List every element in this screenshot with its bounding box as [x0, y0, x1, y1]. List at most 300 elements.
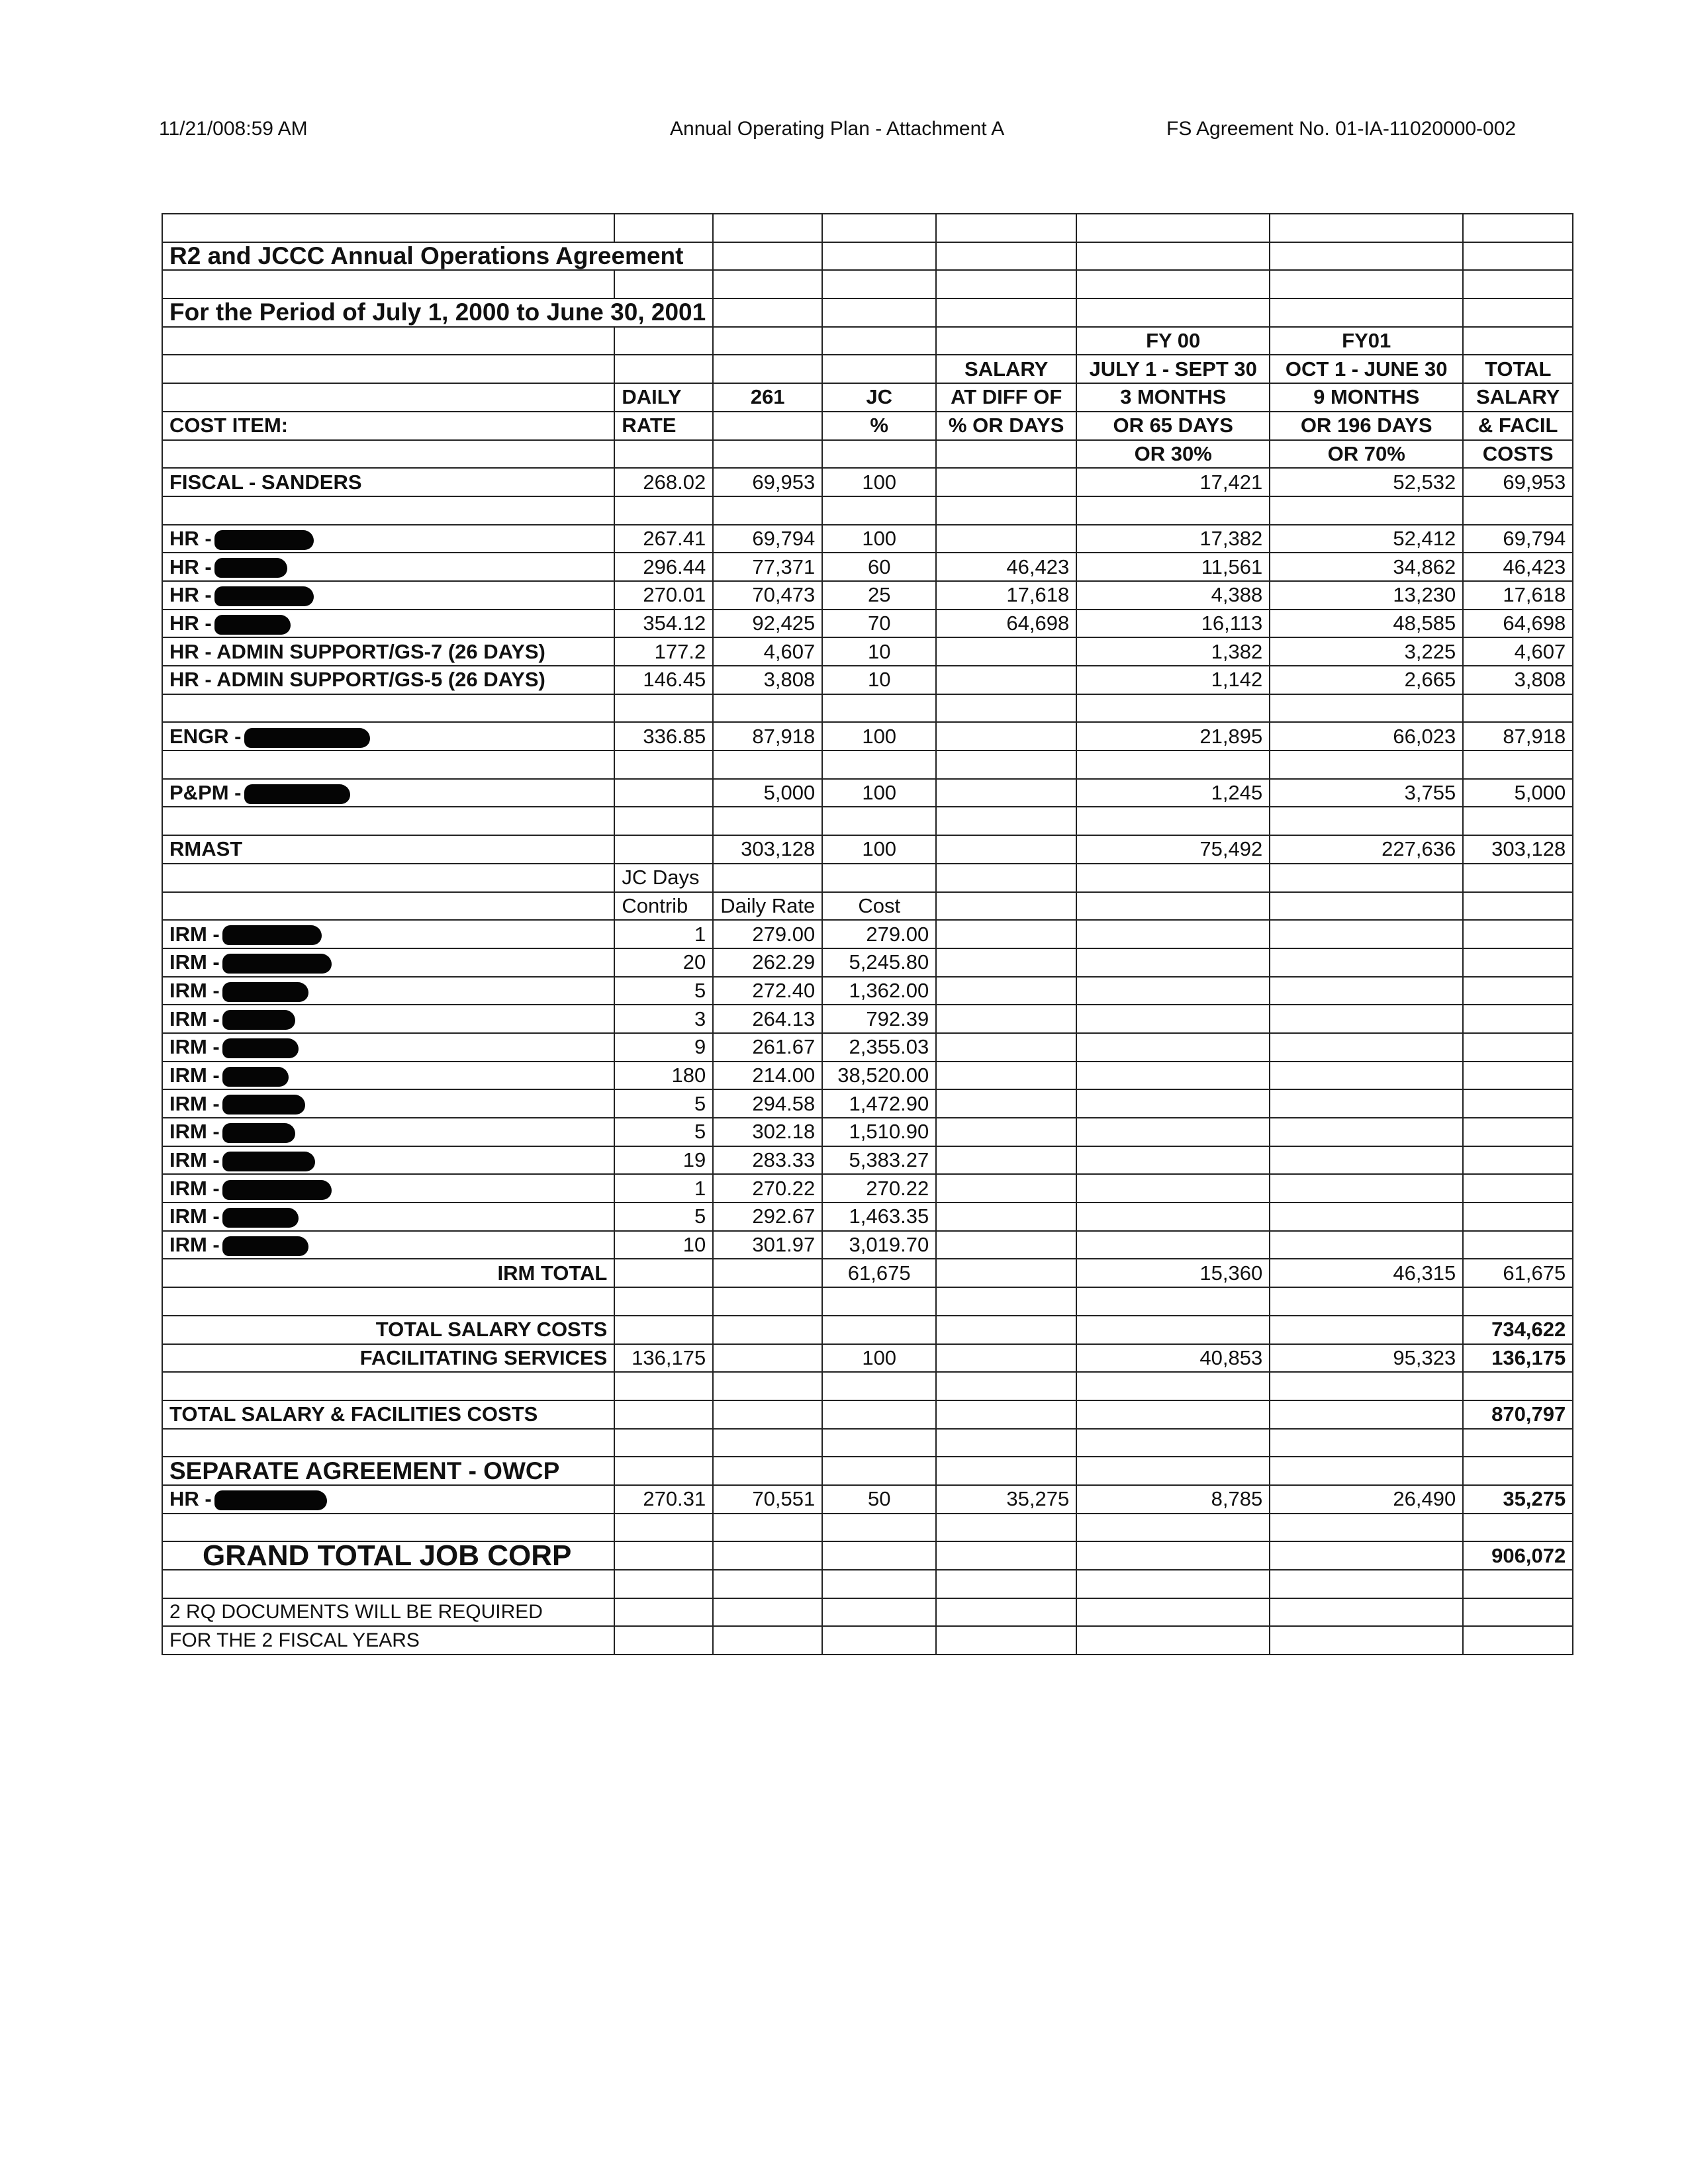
irm-row-cell-1 — [614, 1174, 713, 1203]
irm-row-cell-1 — [614, 1231, 713, 1259]
irm-row-text: 180 — [671, 1063, 706, 1087]
hr-row-label — [162, 553, 614, 581]
header-row-2-cell-5 — [1076, 355, 1270, 383]
blank-row-cell-2 — [713, 496, 822, 525]
blank-row-cell-0 — [162, 694, 614, 723]
rmast-row-cell-1 — [614, 835, 713, 864]
owcp-row-label — [162, 1485, 614, 1514]
rmast-row-cell-4 — [936, 835, 1076, 864]
redaction-mark — [222, 1123, 295, 1143]
blank-row-cell-5 — [1076, 1287, 1270, 1316]
fiscal-row-text: 100 — [862, 470, 897, 494]
blank-row-cell-0 — [162, 270, 614, 298]
engr-row-cell-4 — [936, 722, 1076, 751]
period-row-cell-1 — [713, 298, 822, 327]
header-row-5-cell-3 — [822, 440, 936, 469]
ppm-row-cell-1 — [614, 779, 713, 807]
irm-header-row-2-cell-2 — [713, 892, 822, 921]
header-row-3-text: 261 — [750, 385, 785, 409]
blank-row-cell-1 — [614, 694, 713, 723]
hr-row-cell-5 — [1076, 666, 1270, 694]
header-row-4-cell-2 — [713, 412, 822, 440]
header-row-4-cell-5 — [1076, 412, 1270, 440]
header-row-4-text: RATE — [622, 414, 677, 437]
hr-row-text: 4,388 — [1211, 583, 1263, 607]
facilitating-row-text: 136,175 — [1491, 1345, 1566, 1369]
hr-row-text: 10 — [867, 668, 891, 692]
blank-row-cell-6 — [1270, 270, 1463, 298]
irm-total-row-cell-0 — [162, 1259, 614, 1287]
redaction-mark — [222, 954, 332, 974]
hr-row-text: 10 — [867, 639, 891, 663]
blank-row-cell-2 — [713, 1287, 822, 1316]
irm-row-cell-2 — [713, 1174, 822, 1203]
fiscal-row-label-text: FISCAL - SANDERS — [169, 470, 362, 494]
hr-row-cell-5 — [1076, 637, 1270, 666]
title-row-cell-1 — [713, 242, 822, 271]
blank-row-cell-5 — [1076, 694, 1270, 723]
fiscal-row-cell-1 — [614, 468, 713, 496]
irm-row-cell-7 — [1463, 1146, 1573, 1175]
hr-row-cell-4 — [936, 525, 1076, 553]
redaction-mark — [214, 586, 314, 606]
hr-row-cell-5 — [1076, 610, 1270, 638]
irm-row-cell-3 — [822, 1203, 936, 1231]
note-row-cell-7 — [1463, 1626, 1573, 1655]
redaction-mark — [222, 1067, 289, 1087]
header-row-4-text: % OR DAYS — [948, 414, 1064, 437]
irm-row — [162, 1062, 1573, 1090]
ppm-row — [162, 779, 1573, 807]
period-row-cell-6 — [1463, 298, 1573, 327]
blank-row-cell-7 — [1463, 751, 1573, 779]
owcp-row-cell-7 — [1463, 1485, 1573, 1514]
irm-row-text: 1,463.35 — [849, 1205, 929, 1228]
hr-row-cell-3 — [822, 525, 936, 553]
blank-row-cell-6 — [1270, 1570, 1463, 1598]
irm-row-label — [162, 977, 614, 1005]
owcp-row-text: 70,551 — [752, 1487, 816, 1511]
hr-row-cell-3 — [822, 581, 936, 610]
blank-row-cell-0 — [162, 807, 614, 835]
irm-row-text: 214.00 — [752, 1063, 816, 1087]
engr-row-text: 21,895 — [1199, 724, 1263, 748]
fiscal-row-text: 17,421 — [1199, 470, 1263, 494]
owcp-row-label-text: HR - — [169, 1487, 212, 1511]
sheet-period — [162, 298, 713, 327]
ppm-row-text: 1,245 — [1211, 781, 1263, 805]
title-row-cell-5 — [1270, 242, 1463, 271]
irm-row-cell-7 — [1463, 977, 1573, 1005]
irm-total-row — [162, 1259, 1573, 1287]
hr-row-cell-4 — [936, 666, 1076, 694]
header-row-5-cell-5 — [1076, 440, 1270, 469]
header-row-5-cell-2 — [713, 440, 822, 469]
irm-row-cell-4 — [936, 1146, 1076, 1175]
irm-row-cell-6 — [1270, 977, 1463, 1005]
hr-row-text: 46,423 — [1006, 555, 1070, 578]
redaction-mark — [222, 1236, 308, 1256]
rmast-row-cell-6 — [1270, 835, 1463, 864]
facilitating-row-text: 100 — [862, 1345, 897, 1369]
irm-row-cell-1 — [614, 1089, 713, 1118]
redaction-mark — [214, 615, 291, 635]
ppm-row-text: 5,000 — [763, 781, 816, 805]
irm-row-cell-3 — [822, 1231, 936, 1259]
total-salary-row-cell-6 — [1270, 1316, 1463, 1344]
irm-row-text: 5 — [694, 978, 706, 1002]
hr-row-text: 16,113 — [1201, 611, 1263, 635]
irm-row-text: 261.67 — [752, 1035, 816, 1059]
blank-row-cell-0 — [162, 1514, 614, 1542]
header-row-1-cell-0 — [162, 327, 614, 355]
irm-row-label — [162, 1089, 614, 1118]
owcp-row-text: 26,490 — [1393, 1487, 1456, 1511]
irm-row-text: 38,520.00 — [837, 1063, 929, 1087]
header-row-5-cell-7 — [1463, 440, 1573, 469]
fiscal-row-cell-4 — [936, 468, 1076, 496]
irm-row-cell-7 — [1463, 920, 1573, 948]
irm-row-label — [162, 1033, 614, 1062]
irm-row-cell-4 — [936, 1118, 1076, 1146]
hr-row-text: 17,382 — [1199, 526, 1263, 550]
total-salary-row — [162, 1316, 1573, 1344]
blank-row-cell-6 — [1270, 496, 1463, 525]
fiscal-row-text: 52,532 — [1393, 470, 1456, 494]
facilitating-row-cell-3 — [822, 1344, 936, 1373]
hr-row-cell-5 — [1076, 553, 1270, 581]
blank-row-cell-1 — [614, 1372, 713, 1400]
hr-row-cell-2 — [713, 637, 822, 666]
blank-row-cell-7 — [1463, 214, 1573, 242]
total-salary-row-cell-2 — [713, 1316, 822, 1344]
blank-row-cell-0 — [162, 214, 614, 242]
hr-row-text: 52,412 — [1393, 526, 1456, 550]
header-row-2-text: OCT 1 - JUNE 30 — [1285, 357, 1448, 381]
facilitating-row-text: FACILITATING SERVICES — [359, 1345, 608, 1369]
blank-row-cell-4 — [936, 1372, 1076, 1400]
header-row-5-cell-4 — [936, 440, 1076, 469]
blank-row — [162, 1570, 1573, 1598]
irm-row-cell-3 — [822, 1033, 936, 1062]
hr-row-text: 3,225 — [1404, 639, 1456, 663]
hr-row-cell-7 — [1463, 553, 1573, 581]
grand-total-row-cell-7 — [1463, 1541, 1573, 1570]
header-row-2-cell-1 — [614, 355, 713, 383]
hr-row-cell-2 — [713, 525, 822, 553]
fiscal-row-cell-6 — [1270, 468, 1463, 496]
owcp-row-text: 50 — [867, 1487, 891, 1511]
irm-header-row-2-cell-6 — [1270, 892, 1463, 921]
irm-row — [162, 1005, 1573, 1033]
separate-agreement-row-cell-3 — [822, 1457, 936, 1485]
redaction-mark — [222, 1208, 299, 1228]
hr-row-cell-3 — [822, 666, 936, 694]
total-sal-fac-row-cell-3 — [822, 1400, 936, 1429]
hr-row-cell-1 — [614, 553, 713, 581]
blank-row-cell-5 — [1076, 496, 1270, 525]
grand-total-row-cell-6 — [1270, 1541, 1463, 1570]
irm-header-row-2-cell-4 — [936, 892, 1076, 921]
header-row-5-text: COSTS — [1482, 441, 1554, 465]
blank-row-cell-3 — [822, 694, 936, 723]
header-row-1-cell-3 — [822, 327, 936, 355]
rmast-row-text: 303,128 — [741, 837, 816, 861]
hr-row-text: 70 — [867, 611, 891, 635]
irm-row-cell-1 — [614, 920, 713, 948]
blank-row-cell-4 — [936, 270, 1076, 298]
irm-row-cell-7 — [1463, 1033, 1573, 1062]
document-title: Annual Operating Plan - Attachment A — [670, 118, 1005, 140]
facilitating-row-cell-6 — [1270, 1344, 1463, 1373]
irm-row-label — [162, 948, 614, 977]
hr-row-text: 17,618 — [1503, 583, 1566, 607]
irm-header-row-2-cell-1 — [614, 892, 713, 921]
irm-row-cell-7 — [1463, 1231, 1573, 1259]
redaction-mark — [222, 1010, 295, 1030]
irm-row-cell-6 — [1270, 1203, 1463, 1231]
irm-row-text: 5 — [694, 1120, 706, 1144]
hr-row-cell-6 — [1270, 525, 1463, 553]
header-row-4 — [162, 412, 1573, 440]
header-row-4-text: & FACIL — [1477, 414, 1558, 437]
irm-row-cell-2 — [713, 1033, 822, 1062]
irm-row-text: 264.13 — [752, 1007, 816, 1030]
separate-agreement-row-cell-2 — [713, 1457, 822, 1485]
header-row-3-cell-3 — [822, 383, 936, 412]
hr-row-label-text: HR - — [169, 526, 212, 550]
rmast-row — [162, 835, 1573, 864]
irm-row-text: 10 — [682, 1233, 706, 1257]
hr-row-label-text: HR - ADMIN SUPPORT/GS-5 (26 DAYS) — [169, 668, 545, 692]
blank-row-cell-1 — [614, 1514, 713, 1542]
header-row-3-cell-7 — [1463, 383, 1573, 412]
engr-row-label — [162, 722, 614, 751]
blank-row-cell-1 — [614, 496, 713, 525]
fiscal-row-label — [162, 468, 614, 496]
irm-row-cell-4 — [936, 1231, 1076, 1259]
blank-row-cell-3 — [822, 1372, 936, 1400]
irm-row-text: 5,245.80 — [849, 950, 929, 974]
irm-row-cell-5 — [1076, 977, 1270, 1005]
irm-row-cell-4 — [936, 1203, 1076, 1231]
note-row-cell-3 — [822, 1626, 936, 1655]
owcp-row-cell-6 — [1270, 1485, 1463, 1514]
irm-row-label-text: IRM - — [169, 1007, 220, 1030]
hr-row-text: 48,585 — [1393, 611, 1456, 635]
hr-row-cell-2 — [713, 610, 822, 638]
header-row-2-cell-0 — [162, 355, 614, 383]
irm-row-cell-7 — [1463, 948, 1573, 977]
facilitating-row-cell-1 — [614, 1344, 713, 1373]
rmast-row-text: 75,492 — [1199, 837, 1263, 861]
fiscal-row-text: 268.02 — [643, 470, 706, 494]
total-salary-row-cell-4 — [936, 1316, 1076, 1344]
blank-row-cell-4 — [936, 1514, 1076, 1542]
irm-header-row-1-text: JC Days — [622, 866, 700, 889]
irm-header-row-1-cell-6 — [1270, 864, 1463, 892]
blank-row-cell-7 — [1463, 694, 1573, 723]
hr-row-text: 2,665 — [1404, 668, 1456, 692]
owcp-row-cell-1 — [614, 1485, 713, 1514]
header-row-4-cell-3 — [822, 412, 936, 440]
ppm-row-text: 100 — [862, 781, 897, 805]
grand-total-row-cell-3 — [822, 1541, 936, 1570]
hr-row-cell-4 — [936, 581, 1076, 610]
irm-row-text: 279.00 — [866, 922, 929, 946]
fiscal-row-cell-5 — [1076, 468, 1270, 496]
hr-row-cell-3 — [822, 637, 936, 666]
blank-row — [162, 1429, 1573, 1457]
grand-total-row-text: GRAND TOTAL JOB CORP — [203, 1541, 572, 1570]
owcp-row-text: 35,275 — [1006, 1487, 1070, 1511]
blank-row-cell-1 — [614, 751, 713, 779]
irm-row-cell-7 — [1463, 1005, 1573, 1033]
engr-row-cell-1 — [614, 722, 713, 751]
grand-total-row-cell-0 — [162, 1541, 614, 1570]
header-row-2-text: JULY 1 - SEPT 30 — [1089, 357, 1257, 381]
hr-row-cell-5 — [1076, 581, 1270, 610]
irm-row-label-text: IRM - — [169, 1091, 220, 1115]
hr-row-text: 177.2 — [654, 639, 706, 663]
irm-row-text: 5,383.27 — [849, 1148, 929, 1172]
irm-row-cell-2 — [713, 1146, 822, 1175]
blank-row-cell-1 — [614, 1287, 713, 1316]
blank-row-cell-7 — [1463, 1287, 1573, 1316]
title-row-cell-4 — [1076, 242, 1270, 271]
period-row-cell-3 — [936, 298, 1076, 327]
irm-header-row-2-text: Daily Rate — [720, 893, 816, 917]
irm-row-cell-1 — [614, 1203, 713, 1231]
irm-row-label-text: IRM - — [169, 922, 220, 946]
blank-row-cell-2 — [713, 807, 822, 835]
redaction-mark — [244, 728, 370, 748]
irm-header-row-2-text: Contrib — [622, 893, 688, 917]
irm-row-cell-3 — [822, 977, 936, 1005]
blank-row-cell-6 — [1270, 1372, 1463, 1400]
engr-row — [162, 722, 1573, 751]
irm-row-cell-1 — [614, 1118, 713, 1146]
blank-row-cell-5 — [1076, 1570, 1270, 1598]
facilitating-row-text: 136,175 — [632, 1345, 706, 1369]
header-row-2-cell-2 — [713, 355, 822, 383]
hr-row-label-text: HR - — [169, 583, 212, 607]
hr-row-label — [162, 637, 614, 666]
hr-row-text: 69,794 — [752, 526, 816, 550]
irm-row-cell-2 — [713, 1118, 822, 1146]
blank-row-cell-3 — [822, 1514, 936, 1542]
hr-row-text: 146.45 — [643, 668, 706, 692]
title-row-cell-3 — [936, 242, 1076, 271]
blank-row-cell-4 — [936, 694, 1076, 723]
irm-row-cell-6 — [1270, 1033, 1463, 1062]
period-row-cell-2 — [822, 298, 936, 327]
irm-row — [162, 1174, 1573, 1203]
hr-row-label — [162, 525, 614, 553]
blank-row-cell-4 — [936, 1429, 1076, 1457]
header-row-1-text: FY 00 — [1146, 329, 1201, 353]
hr-row-label — [162, 581, 614, 610]
header-row-3-cell-0 — [162, 383, 614, 412]
ppm-row-label — [162, 779, 614, 807]
hr-row — [162, 581, 1573, 610]
header-row-1-cell-6 — [1270, 327, 1463, 355]
header-row-3-cell-5 — [1076, 383, 1270, 412]
header-row-2-text: TOTAL — [1484, 357, 1552, 381]
header-row-3-cell-2 — [713, 383, 822, 412]
hr-row-cell-1 — [614, 666, 713, 694]
header-row-3-cell-1 — [614, 383, 713, 412]
blank-row — [162, 1514, 1573, 1542]
irm-row-cell-5 — [1076, 1033, 1270, 1062]
blank-row-cell-5 — [1076, 1514, 1270, 1542]
blank-row-cell-2 — [713, 1429, 822, 1457]
hr-row — [162, 666, 1573, 694]
blank-row — [162, 807, 1573, 835]
irm-row-cell-6 — [1270, 1089, 1463, 1118]
note-row — [162, 1626, 1573, 1655]
irm-row-text: 279.00 — [752, 922, 816, 946]
separate-agreement-row-cell-7 — [1463, 1457, 1573, 1485]
header-row-1-cell-7 — [1463, 327, 1573, 355]
hr-row-cell-4 — [936, 610, 1076, 638]
blank-row-cell-6 — [1270, 751, 1463, 779]
header-row-2-cell-7 — [1463, 355, 1573, 383]
blank-row-cell-3 — [822, 807, 936, 835]
irm-row-text: 1,472.90 — [849, 1091, 929, 1115]
blank-row-cell-0 — [162, 751, 614, 779]
irm-row-text: 294.58 — [752, 1091, 816, 1115]
separate-agreement-row-cell-0 — [162, 1457, 614, 1485]
fiscal-row-text: 69,953 — [752, 470, 816, 494]
irm-row-text: 20 — [682, 950, 706, 974]
irm-row-text: 3 — [694, 1007, 706, 1030]
engr-row-cell-2 — [713, 722, 822, 751]
hr-row-text: 296.44 — [643, 555, 706, 578]
header-row-5-cell-6 — [1270, 440, 1463, 469]
blank-row-cell-1 — [614, 214, 713, 242]
header-row-1-text: FY01 — [1342, 329, 1391, 353]
blank-row — [162, 1287, 1573, 1316]
header-row-3-text: JC — [866, 385, 893, 409]
engr-row-label-text: ENGR - — [169, 724, 242, 748]
irm-row-cell-6 — [1270, 1174, 1463, 1203]
irm-row-label-text: IRM - — [169, 1120, 220, 1144]
irm-row — [162, 948, 1573, 977]
note-row-cell-2 — [713, 1598, 822, 1627]
owcp-row-cell-3 — [822, 1485, 936, 1514]
hr-row-label-text: HR - — [169, 555, 212, 578]
note-row-cell-5 — [1076, 1598, 1270, 1627]
hr-row-cell-3 — [822, 610, 936, 638]
hr-row-cell-7 — [1463, 610, 1573, 638]
irm-header-row-2-cell-3 — [822, 892, 936, 921]
hr-row-cell-2 — [713, 666, 822, 694]
blank-row — [162, 214, 1573, 242]
irm-row-text: 1,510.90 — [849, 1120, 929, 1144]
irm-row-label — [162, 1231, 614, 1259]
hr-row-cell-1 — [614, 610, 713, 638]
irm-total-row-cell-1 — [614, 1259, 713, 1287]
irm-row-label — [162, 1146, 614, 1175]
irm-row-cell-3 — [822, 1118, 936, 1146]
blank-row — [162, 1372, 1573, 1400]
total-sal-fac-row-cell-2 — [713, 1400, 822, 1429]
irm-row-label-text: IRM - — [169, 1233, 220, 1257]
irm-row-text: 9 — [694, 1035, 706, 1059]
irm-row-cell-2 — [713, 948, 822, 977]
header-row-1-cell-5 — [1076, 327, 1270, 355]
